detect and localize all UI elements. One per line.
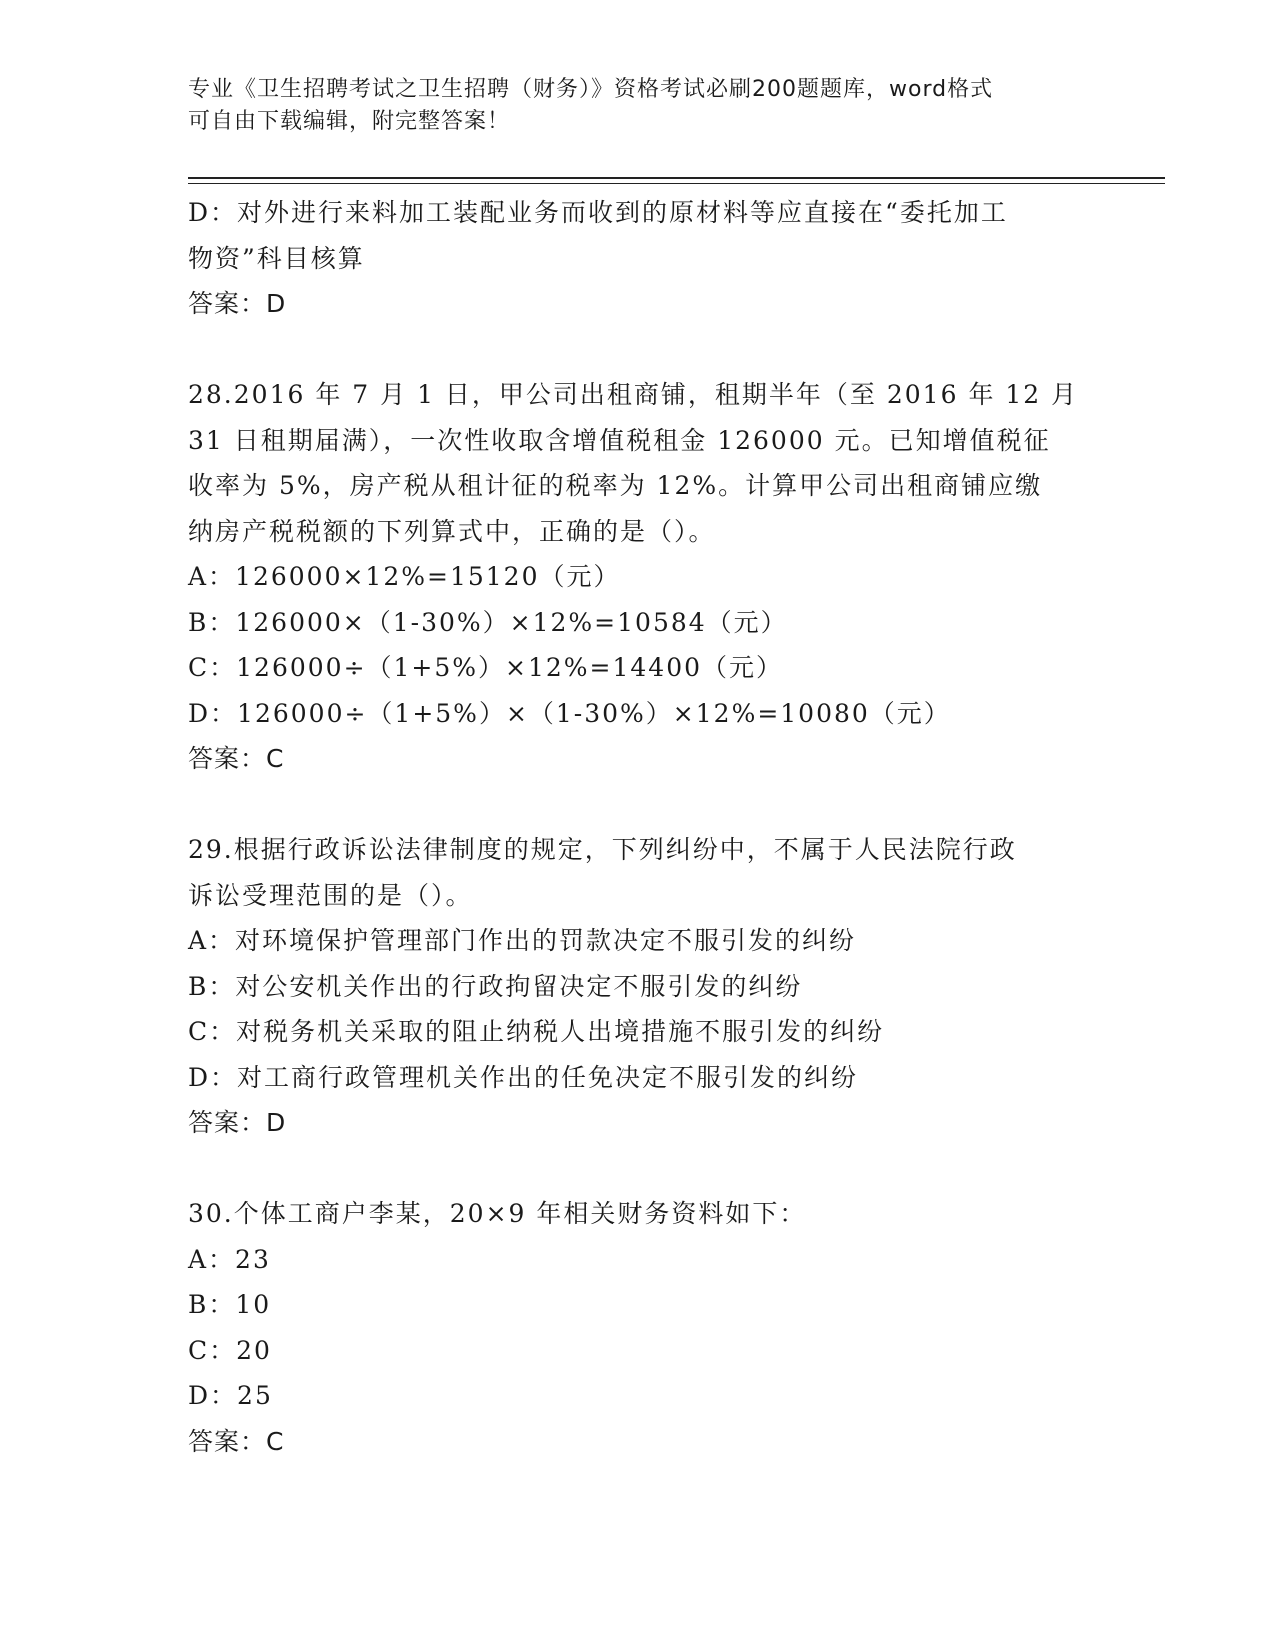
option-b: B：对公安机关作出的行政拘留决定不服引发的纠纷 (188, 971, 803, 1001)
option-a: A：23 (188, 1244, 271, 1274)
question-stem-line: 29.根据行政诉讼法律制度的规定，下列纠纷中，不属于人民法院行政 (188, 835, 1017, 864)
option-d: D：126000÷（1+5%）×（1-30%）×12%=10080（元） (188, 698, 951, 728)
question-stem-line: 30.个体工商户李某，20×9 年相关财务资料如下： (188, 1199, 807, 1228)
spacer (188, 327, 1088, 373)
question-stem-line: 28.2016 年 7 月 1 日，甲公司出租商铺，租期半年（至 2016 年 12 月 (188, 380, 1079, 409)
spacer (188, 1146, 1088, 1192)
answer: 答案：C (188, 1426, 285, 1456)
answer: 答案：D (188, 1108, 287, 1137)
option-b: B：126000×（1-30%）×12%=10584（元） (188, 607, 788, 637)
document-body (188, 190, 1088, 1464)
option-c: C：20 (188, 1335, 272, 1365)
option-c: C：对税务机关采取的阻止纳税人出境措施不服引发的纠纷 (188, 1017, 885, 1046)
question-30 (188, 1191, 1088, 1464)
continued-question (188, 190, 1088, 327)
header-divider-thin (188, 183, 1165, 184)
answer: 答案：D (188, 289, 287, 318)
option-c: C：126000÷（1+5%）×12%=14400（元） (188, 653, 784, 682)
header-title-line-2: 可自由下载编辑，附完整答案！ (188, 109, 511, 134)
question-29 (188, 827, 1088, 1146)
answer: 答案：C (188, 744, 285, 773)
option-d: D：25 (188, 1381, 273, 1410)
option-d-line-2: 物资”科目核算 (188, 243, 365, 273)
spacer (188, 782, 1088, 828)
document-header (188, 74, 1068, 138)
question-28 (188, 372, 1088, 782)
question-stem-line: 收率为 5%，房产税从租计征的税率为 12%。计算甲公司出租商铺应缴 (188, 471, 1043, 500)
header-divider-thick (188, 177, 1165, 179)
option-a: A：126000×12%=15120（元） (188, 562, 621, 591)
option-a: A：对环境保护管理部门作出的罚款决定不服引发的纠纷 (188, 926, 857, 955)
header-title-line-1: 专业《卫生招聘考试之卫生招聘（财务）》资格考试必刷200题题库，word格式 (188, 77, 994, 102)
option-b: B：10 (188, 1290, 272, 1319)
option-d-line-1: D：对外进行来料加工装配业务而收到的原材料等应直接在“委托加工 (188, 198, 1008, 227)
option-d: D：对工商行政管理机关作出的任免决定不服引发的纠纷 (188, 1062, 859, 1092)
question-stem-line: 纳房产税税额的下列算式中，正确的是（）。 (188, 516, 716, 546)
question-stem-line: 31 日租期届满），一次性收取含增值税租金 126000 元。已知增值税征 (188, 425, 1051, 455)
question-stem-line: 诉讼受理范围的是（）。 (188, 880, 473, 910)
